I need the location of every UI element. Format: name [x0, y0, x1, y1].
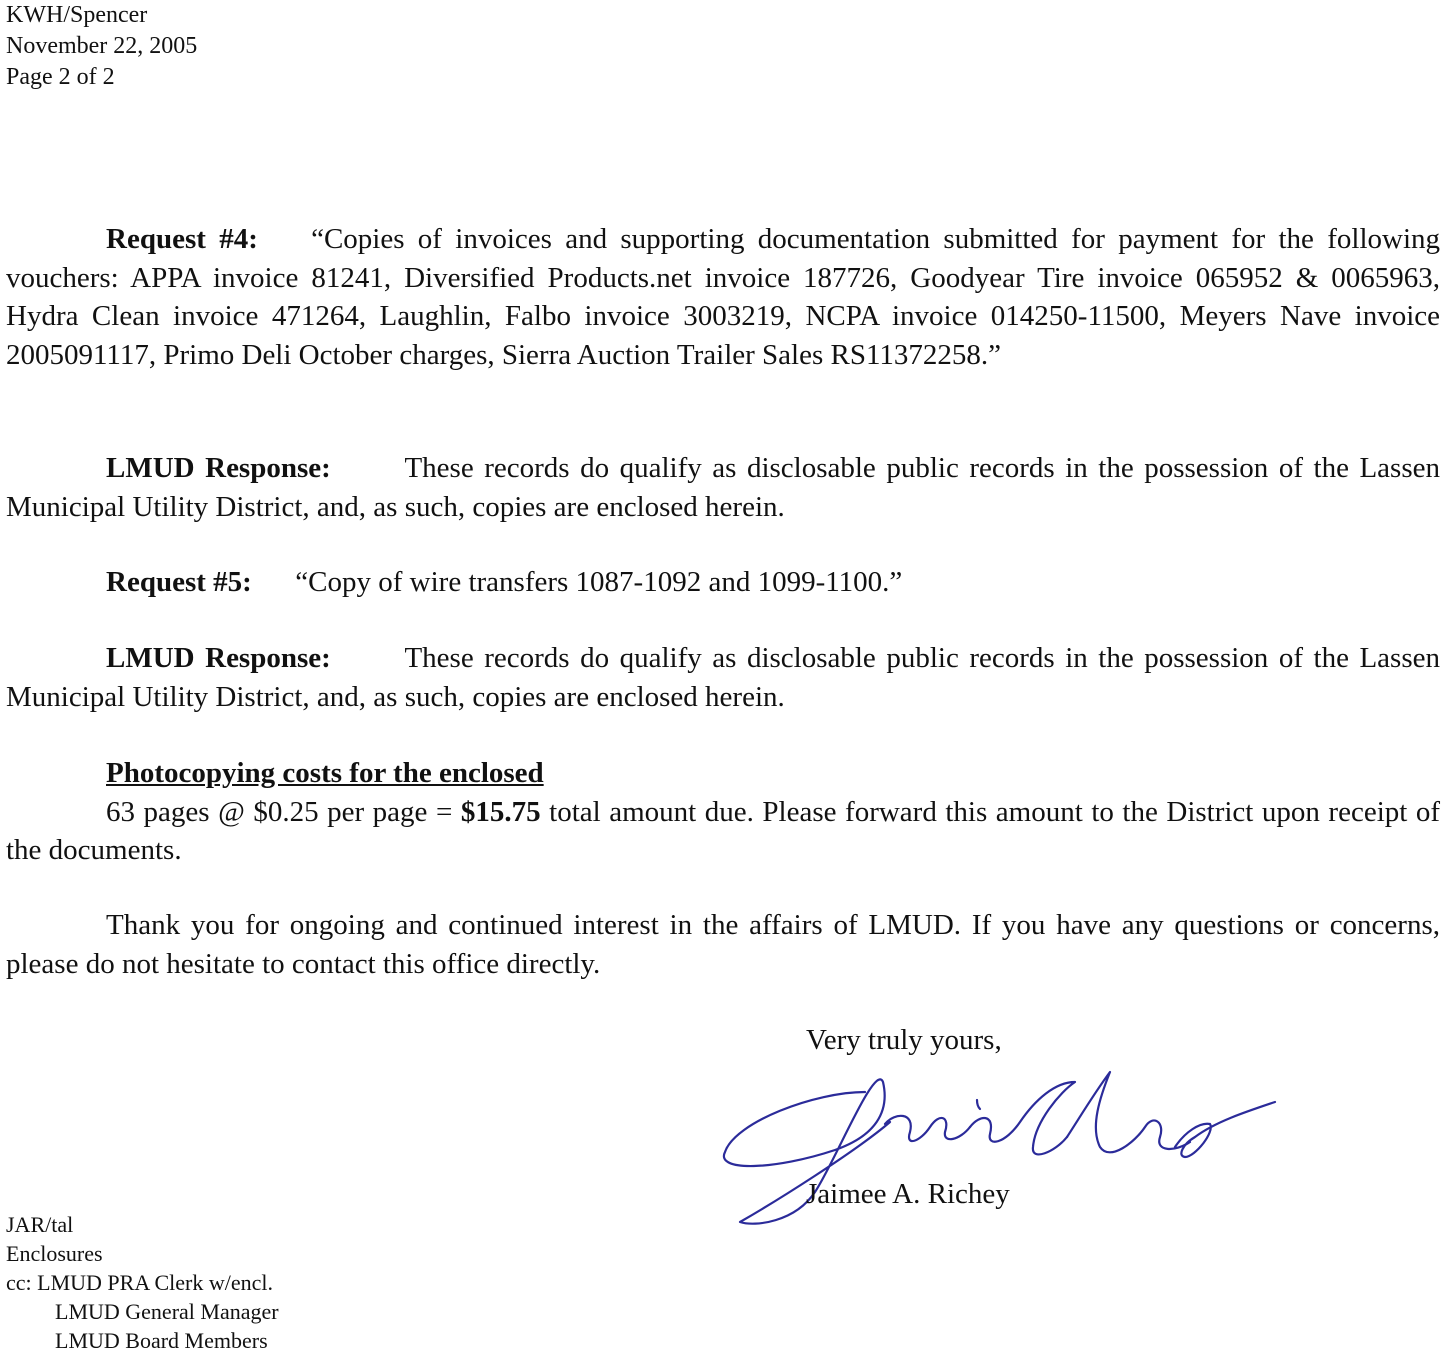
response-4-text: These records do qualify as disclosable public records in the possession of the Lassen Municipal Utility District, and, as such, copies are enclosed herein. [6, 452, 1440, 523]
header-page-number: Page 2 of 2 [6, 64, 115, 90]
response-5-paragraph [6, 639, 1440, 716]
photocopy-heading: Photocopying costs for the enclosed [106, 757, 544, 789]
photocopy-section [6, 754, 1440, 870]
closing-paragraph [6, 906, 1440, 983]
footer-cc-line-2: LMUD General Manager [55, 1299, 279, 1324]
photocopy-text-before: 63 pages @ $0.25 per page = [106, 795, 453, 828]
footer-cc-line-1: cc: LMUD PRA Clerk w/encl. [6, 1270, 274, 1295]
header-date: November 22, 2005 [6, 33, 198, 59]
request-5-label: Request #5: [106, 566, 252, 598]
closing-salutation: Very truly yours, [806, 1024, 1002, 1056]
response-4-paragraph [6, 449, 1440, 526]
closing-paragraph-text: Thank you for ongoing and continued interest in the affairs of LMUD. If you have any questions or concerns, please do not hesitate to contact this office directly. [6, 909, 1440, 980]
photocopy-text-after: total amount due. Please forward this amount to the District upon receipt of the documents. [6, 795, 1441, 866]
request-4-text: “Copies of invoices and supporting documentation submitted for payment for the following vouchers: APPA invoice 81241, Diversified Products.net invoice 187726, Goodyear Tire invoice 065952 & 0065963, Hydra Clean invoice 471264, Laughlin, Falbo invoice 3003219, NCPA invoice 014250-11500, Meyers Nave invoice 2005091117, Primo Deli October charges, Sierra Auction Trailer Sales RS11372258.” [6, 223, 1441, 371]
letter-header [6, 0, 197, 93]
response-5-label: LMUD Response: [106, 642, 331, 674]
request-5-paragraph [6, 563, 1440, 602]
request-5-text: “Copy of wire transfers 1087-1092 and 1099-1100.” [295, 566, 903, 598]
request-4-label: Request #4: [106, 223, 258, 255]
request-4-paragraph [6, 220, 1440, 374]
letter-footer [6, 1210, 279, 1355]
response-5-text: These records do qualify as disclosable public records in the possession of the Lassen Municipal Utility District, and, as such, copies are enclosed herein. [6, 642, 1440, 713]
signer-name: Jaimee A. Richey [806, 1178, 1010, 1210]
footer-enclosures: Enclosures [6, 1241, 103, 1266]
photocopy-amount: $15.75 [460, 795, 541, 828]
footer-initials: JAR/tal [6, 1212, 74, 1237]
header-recipient: KWH/Spencer [6, 2, 148, 28]
response-4-label: LMUD Response: [106, 452, 331, 484]
footer-cc-line-3: LMUD Board Members [55, 1328, 268, 1353]
